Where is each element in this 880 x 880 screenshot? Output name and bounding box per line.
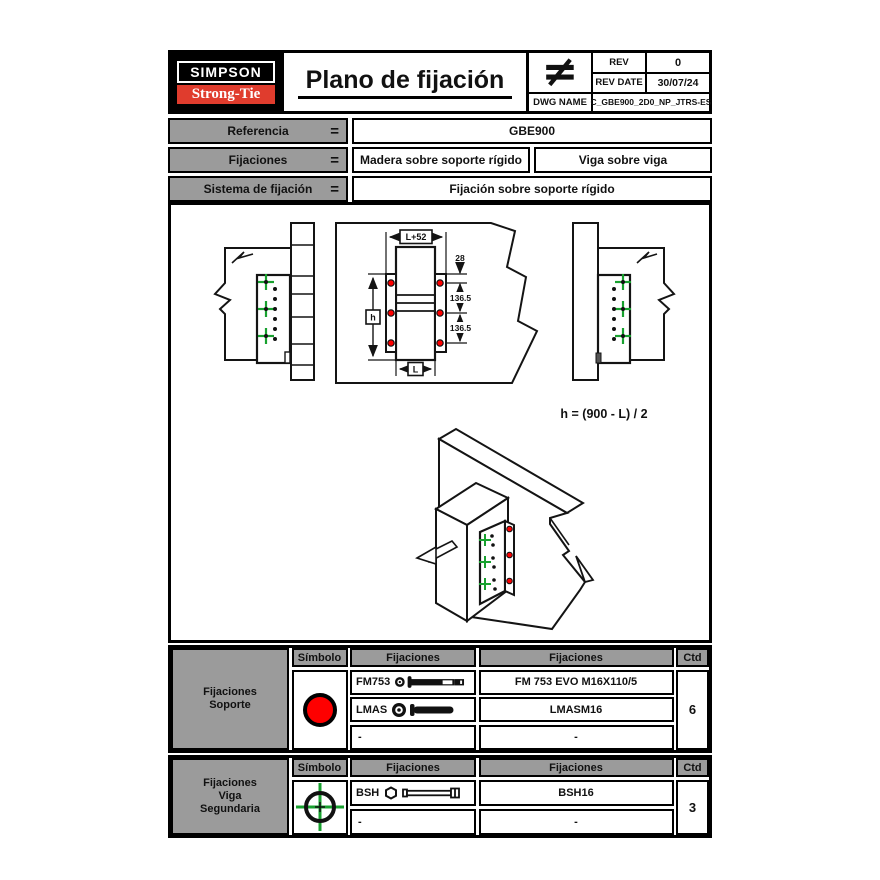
dim-spacing-a: 136.5	[449, 293, 472, 303]
fixing-code-cell	[350, 670, 476, 695]
system-label-text: Sistema de fijación	[203, 182, 313, 196]
title-block	[168, 46, 712, 114]
product-cell: -	[479, 809, 674, 836]
fixing-code: FM753	[356, 676, 391, 689]
label-line: Viga	[218, 789, 242, 802]
not-equal-icon: ≠	[541, 46, 579, 98]
red-circle-icon	[303, 693, 337, 727]
symbol-cell	[292, 670, 348, 750]
front-view	[336, 223, 537, 383]
reference-label-text: Referencia	[227, 124, 289, 138]
table-row-label	[171, 648, 289, 750]
fixing-code-cell: -	[350, 725, 476, 750]
bsh-rod-icon	[383, 785, 467, 801]
equals-sign: =	[330, 180, 339, 198]
column-header-qty: Ctd	[676, 758, 709, 777]
dwg-name-label: DWG NAME	[529, 92, 591, 111]
label-line: Fijaciones	[203, 776, 257, 789]
dim-spacing-b: 136.5	[449, 323, 472, 333]
dim-bottom-width: L	[412, 364, 419, 375]
column-header-fixings: Fijaciones	[350, 758, 476, 777]
table-row-label	[171, 758, 289, 835]
green-target-icon	[294, 781, 346, 833]
logo-strongtie-text: Strong-Tie	[177, 85, 275, 104]
fixing-code-cell	[350, 780, 476, 807]
fixings-value-b: Viga sobre viga	[534, 147, 712, 173]
column-header-fixings: Fijaciones	[479, 758, 674, 777]
fm753-screw-icon	[394, 674, 474, 690]
product-cell: FM 753 EVO M16X110/5	[479, 670, 674, 695]
fixings-label-text: Fijaciones	[228, 153, 288, 167]
quantity-cell: 3	[676, 780, 709, 836]
product-cell: BSH16	[479, 780, 674, 807]
product-cell: LMASM16	[479, 697, 674, 722]
isometric-view	[417, 429, 593, 629]
fixing-code: BSH	[356, 786, 380, 799]
secondary-beam-fixings-table	[168, 755, 712, 838]
column-header-symbol: Símbolo	[292, 758, 348, 777]
system-label	[168, 176, 348, 202]
dim-edge-offset: 28	[455, 253, 465, 263]
fixings-row	[168, 147, 712, 173]
secondary-beam-front	[436, 509, 467, 621]
drawing-sheet	[168, 46, 712, 840]
column-header-fixings: Fijaciones	[350, 648, 476, 667]
logo-simpson-text: SIMPSON	[177, 61, 275, 83]
dim-height: h	[370, 312, 376, 323]
rev-date-label: REV DATE	[591, 72, 645, 91]
technical-drawing	[171, 205, 709, 640]
rev-date-value: 30/07/24	[645, 72, 709, 91]
fixings-label	[168, 147, 348, 173]
logo	[171, 53, 281, 111]
product-cell: -	[479, 725, 674, 750]
rev-label: REV	[591, 53, 645, 72]
equals-sign: =	[330, 151, 339, 169]
height-formula: h = (900 - L) / 2	[560, 407, 648, 421]
label-line: Soporte	[209, 698, 251, 711]
side-view-left	[215, 223, 314, 380]
lmas-screw-icon	[391, 701, 457, 719]
support-fixings-table	[168, 645, 712, 753]
fixing-code-cell: -	[350, 809, 476, 836]
fixing-code-cell	[350, 697, 476, 722]
drawing-area	[168, 202, 712, 643]
system-value: Fijación sobre soporte rígido	[352, 176, 712, 202]
fixing-code: LMAS	[356, 703, 388, 716]
system-row	[168, 176, 712, 202]
title-cell	[281, 53, 529, 111]
label-line: Fijaciones	[203, 685, 257, 698]
rev-value: 0	[645, 53, 709, 72]
symbol-cell	[292, 780, 348, 836]
label-line: Segundaria	[200, 803, 260, 816]
quantity-cell: 6	[676, 670, 709, 750]
fixings-value-a: Madera sobre soporte rígido	[352, 147, 530, 173]
column-header-fixings: Fijaciones	[479, 648, 674, 667]
page-title: Plano de fijación	[298, 66, 513, 99]
column-header-symbol: Símbolo	[292, 648, 348, 667]
reference-label	[168, 118, 348, 144]
column-header-qty: Ctd	[676, 648, 709, 667]
equals-sign: =	[330, 122, 339, 140]
dim-top-width: L+52	[405, 232, 427, 242]
revision-block	[529, 46, 712, 111]
dwg-name-value: C_GBE900_2D0_NP_JTRS-ES	[591, 92, 709, 111]
reference-value: GBE900	[352, 118, 712, 144]
reference-row	[168, 118, 712, 144]
